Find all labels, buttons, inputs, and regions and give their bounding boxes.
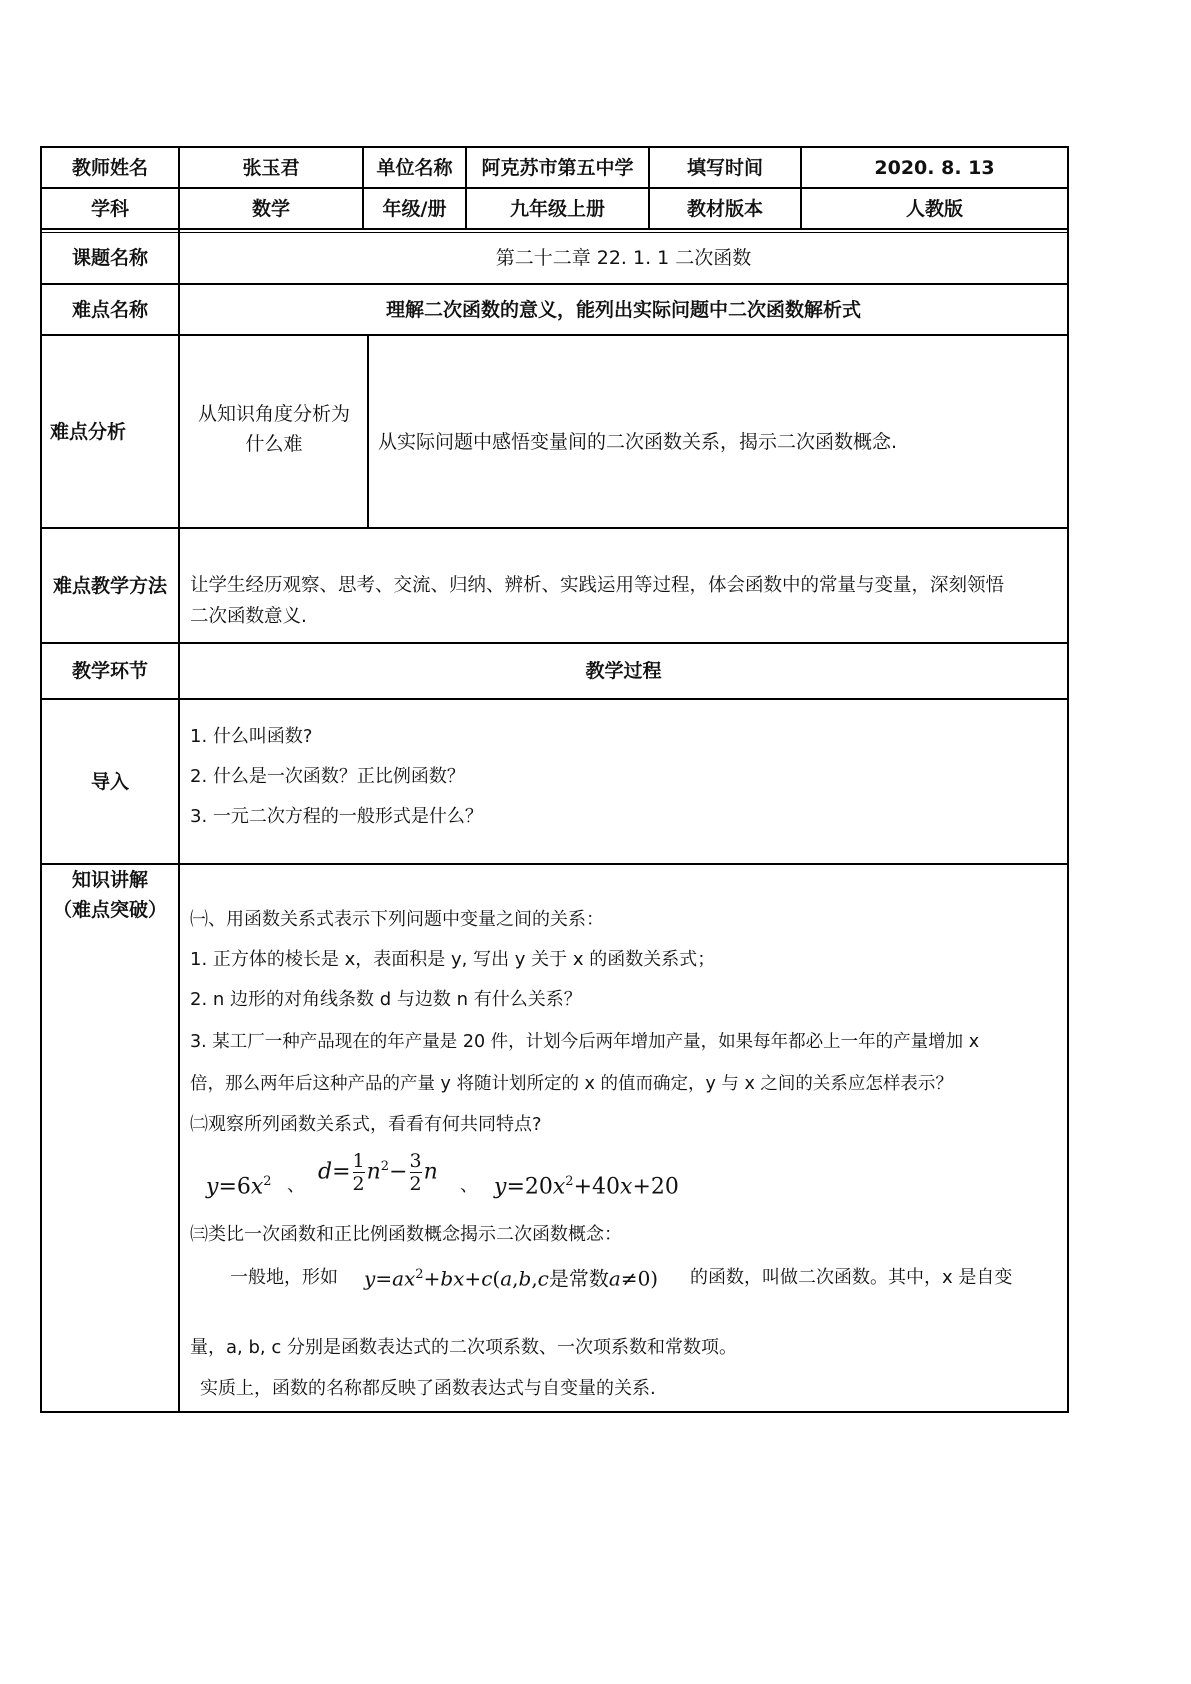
teacher-name-label: 教师姓名: [71, 156, 148, 179]
knowledge-label-line1: 知识讲解: [71, 869, 148, 891]
grade-value: 九年级上册: [509, 197, 605, 220]
row-divider: [40, 863, 1069, 865]
analysis-divider: [367, 334, 369, 529]
analysis-value: 从实际问题中感悟变量间的二次函数关系，揭示二次函数概念.: [378, 430, 898, 453]
teaching-stage-label: 教学环节: [71, 660, 148, 682]
table-border-right: [1067, 146, 1069, 1413]
knowledge-question-1: 1. 正方体的棱长是 x，表面积是 y, 写出 y 关于 x 的函数关系式；: [190, 949, 716, 970]
knowledge-question-3-line1: 3. 某工厂一种产品现在的年产量是 20 件，计划今后两年增加产量，如果每年都必上一年的产量增加 x: [190, 1032, 980, 1052]
subject-value: 数学: [251, 197, 290, 220]
row-divider: [40, 698, 1069, 700]
definition-suffix: 的函数，叫做二次函数。其中，x 是自变: [690, 1267, 1013, 1288]
row-divider: [40, 228, 1069, 230]
definition-line2: 量，a, b, c 分别是函数表达式的二次项系数、一次项系数和常数项。: [190, 1337, 737, 1358]
intro-question-3: 3. 一元二次方程的一般形式是什么？: [190, 806, 483, 827]
analysis-label: 难点分析: [50, 420, 127, 443]
knowledge-question-3-line2: 倍，那么两年后这种产品的产量 y 将随计划所定的 x 的值而确定，y 与 x 之间的关系应怎样表示？: [190, 1074, 953, 1094]
knowledge-section-2: ㈡观察所列函数关系式，看看有何共同特点?: [190, 1114, 542, 1135]
formula-production: $y=20x^2+40x+20$: [494, 1174, 679, 1200]
formula-diagonals: d= $\frac{1}{2}$ $n^2-$ $\frac{3}{2}$ n: [318, 1150, 438, 1195]
knowledge-question-2: 2. n 边形的对角线条数 d 与边数 n 有什么关系？: [190, 989, 582, 1010]
formula-cube-surface: $y=6x^2$: [206, 1174, 272, 1200]
method-label: 难点教学方法: [52, 574, 167, 597]
unit-name-label: 单位名称: [376, 156, 453, 179]
method-text-line2: 二次函数意义.: [190, 606, 307, 627]
teacher-name-value: 张玉君: [242, 156, 300, 179]
intro-question-1: 1. 什么叫函数?: [190, 726, 313, 747]
analysis-sub-label: 从知识角度分析为什么难: [197, 402, 350, 455]
method-text-line1: 让学生经历观察、思考、交流、归纳、辨析、实践运用等过程，体会函数中的常量与变量，深刻领悟: [190, 575, 1005, 596]
intro-label: 导入: [90, 771, 129, 793]
formula-separator-1: 、: [287, 1175, 305, 1196]
difficulty-value: 理解二次函数的意义，能列出实际问题中二次函数解析式: [385, 298, 861, 321]
intro-question-2: 2. 什么是一次函数？正比例函数？: [190, 766, 465, 787]
difficulty-label: 难点名称: [71, 298, 148, 321]
topic-label: 课题名称: [71, 247, 148, 269]
knowledge-section-1: ㈠、用函数关系式表示下列问题中变量之间的关系：: [190, 909, 604, 930]
formula-quadratic-general: $y=ax^2+bx+c(a,b,c$是常数a≠0): [364, 1266, 659, 1291]
label-column-divider: [178, 146, 180, 1413]
table-border-bottom: [40, 1411, 1069, 1413]
definition-prefix: 一般地，形如: [230, 1267, 338, 1288]
grade-label: 年级/册: [382, 197, 447, 220]
fill-date-label: 填写时间: [686, 156, 763, 179]
unit-name-value: 阿克苏市第五中学: [481, 156, 634, 179]
knowledge-section-3: ㈢类比一次函数和正比例函数概念揭示二次函数概念：: [190, 1224, 622, 1245]
fill-date-value: 2020. 8. 13: [874, 156, 995, 179]
textbook-edition-label: 教材版本: [686, 197, 763, 220]
topic-value: 第二十二章 22. 1. 1 二次函数: [495, 247, 752, 269]
subject-label: 学科: [90, 197, 129, 220]
textbook-edition-value: 人教版: [905, 197, 963, 220]
teaching-process-heading: 教学过程: [585, 660, 662, 682]
formula-separator-2: 、: [460, 1175, 478, 1196]
row-divider: [40, 527, 1069, 529]
knowledge-label-line2: （难点突破）: [52, 899, 167, 921]
essence-statement: 实质上，函数的名称都反映了函数表达式与自变量的关系.: [200, 1378, 656, 1399]
